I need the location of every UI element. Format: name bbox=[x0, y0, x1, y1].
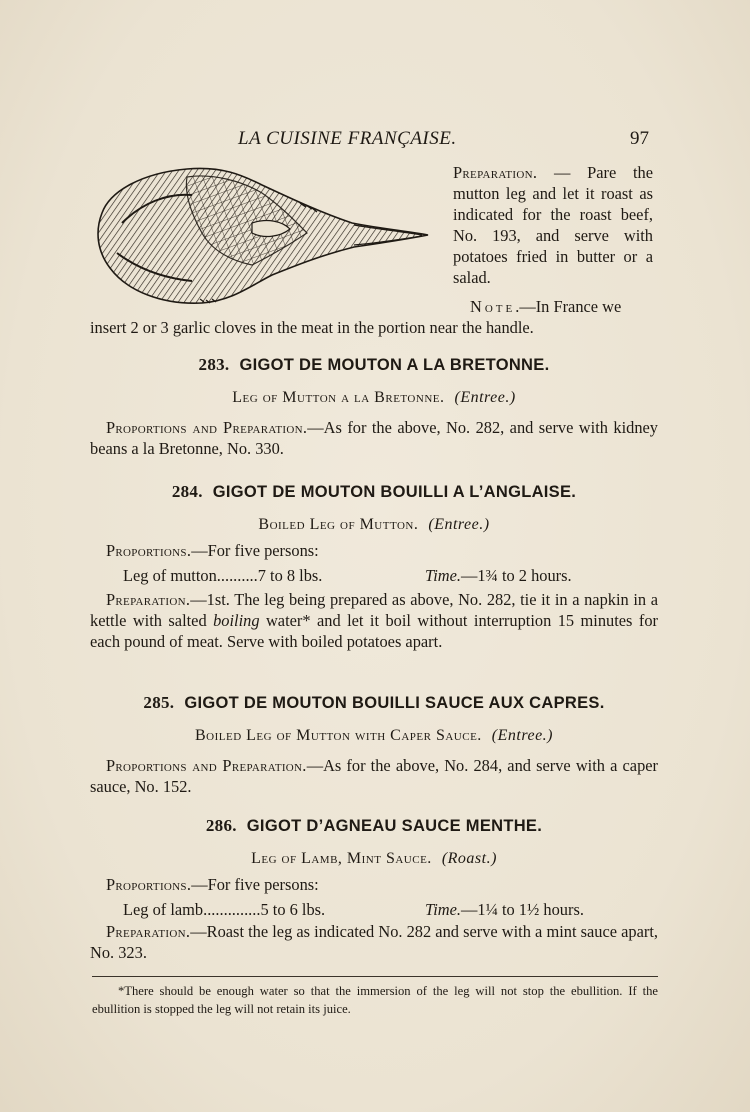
ingredient-text: Leg of lamb..............5 to 6 lbs. bbox=[123, 900, 326, 919]
recipe-subtitle-text: Leg of Mutton a la Bretonne. bbox=[232, 389, 445, 406]
time-text bbox=[425, 899, 584, 920]
preparation-text: —Roast the leg as indicated No. 282 and serve with a mint sauce apart, No. 323. bbox=[90, 922, 658, 962]
recipe-heading bbox=[90, 482, 658, 502]
proportions-text: —For five persons: bbox=[191, 541, 319, 560]
footnote bbox=[92, 982, 658, 1018]
proportions-label: Proportions. bbox=[106, 541, 192, 560]
recipe-subtitle-text: Leg of Lamb, Mint Sauce. bbox=[251, 850, 432, 867]
recipe-number: 286. bbox=[205, 816, 237, 835]
page-number: 97 bbox=[630, 128, 649, 149]
footnote-text: *There should be enough water so that the immersion of the leg will not stop the ebullition. If the ebullition is stopped the leg will not retain its juice. bbox=[92, 984, 658, 1016]
preparation-282-paragraph bbox=[453, 162, 653, 288]
recipe-heading bbox=[90, 693, 658, 713]
recipe-subtitle-text: Boiled Leg of Mutton with Caper Sauce. bbox=[194, 727, 482, 744]
footnote-divider bbox=[92, 976, 658, 977]
note-label: Note bbox=[470, 297, 516, 316]
recipe-title: GIGOT DE MOUTON BOUILLI A L’ANGLAISE. bbox=[212, 483, 577, 501]
dish-type: (Roast.) bbox=[441, 850, 497, 867]
preparation-paragraph bbox=[90, 589, 658, 652]
proportions-line bbox=[90, 874, 658, 895]
time-text bbox=[425, 565, 572, 586]
proportions-label: Proportions and Preparation. bbox=[106, 418, 308, 437]
preparation-text-b: water* and let it boil without interruption 15 minutes for each pound of meat. Serve with boiled potatoes apart. bbox=[90, 611, 658, 651]
preparation-label: Preparation. bbox=[453, 163, 538, 182]
recipe-subtitle-text: Boiled Leg of Mutton. bbox=[258, 516, 419, 533]
dish-type: (Entree.) bbox=[428, 516, 490, 533]
recipe-title: GIGOT DE MOUTON BOUILLI SAUCE AUX CAPRES. bbox=[184, 694, 605, 712]
ingredient-text: Leg of mutton..........7 to 8 lbs. bbox=[123, 566, 323, 585]
recipe-subtitle bbox=[90, 516, 658, 534]
page-header bbox=[0, 128, 750, 154]
note-line-2: insert 2 or 3 garlic cloves in the meat in the portion near the handle. bbox=[90, 318, 534, 337]
note-line-1 bbox=[90, 296, 660, 317]
time-value: —1¾ to 2 hours. bbox=[460, 566, 572, 585]
preparation-text-a: —1st. The leg being prepared as above, No. 282, tie it in a napkin in a kettle with salted bbox=[90, 590, 658, 630]
preparation-paragraph bbox=[90, 921, 658, 963]
preparation-italic: boiling bbox=[213, 611, 260, 630]
recipe-number: 284. bbox=[171, 482, 203, 501]
recipe-subtitle bbox=[90, 389, 658, 407]
recipe-number: 283. bbox=[198, 355, 230, 374]
note-text-1: .—In France we bbox=[515, 297, 622, 316]
note-paragraph bbox=[90, 296, 660, 338]
recipe-284 bbox=[90, 482, 658, 652]
preparation-text: — Pare the mutton leg and let it roast as indicated for the roast beef, No. 193, and serve with potatoes fried in butter or a salad. bbox=[453, 163, 653, 287]
recipe-title: GIGOT DE MOUTON A LA BRETONNE. bbox=[239, 356, 550, 374]
proportions-paragraph bbox=[90, 755, 658, 797]
recipe-subtitle bbox=[90, 850, 658, 868]
proportions-text: —As for the above, No. 284, and serve with a caper sauce, No. 152. bbox=[90, 756, 658, 796]
dish-type: (Entree.) bbox=[454, 389, 516, 406]
recipe-number: 285. bbox=[143, 693, 175, 712]
proportions-label: Proportions. bbox=[106, 875, 192, 894]
ingredient-row bbox=[90, 899, 658, 920]
recipe-283 bbox=[90, 355, 658, 459]
proportions-paragraph bbox=[90, 417, 658, 459]
proportions-label: Proportions and Preparation. bbox=[106, 756, 307, 775]
recipe-heading bbox=[90, 355, 658, 375]
dish-type: (Entree.) bbox=[491, 727, 554, 744]
time-value: —1¼ to 1½ hours. bbox=[460, 900, 584, 919]
recipe-285 bbox=[90, 693, 658, 797]
time-label: Time. bbox=[425, 566, 461, 585]
time-label: Time. bbox=[425, 900, 461, 919]
ingredient-row bbox=[90, 565, 658, 586]
recipe-title: GIGOT D’AGNEAU SAUCE MENTHE. bbox=[246, 817, 543, 835]
preparation-label: Preparation. bbox=[106, 590, 191, 609]
running-title: LA CUISINE FRANÇAISE. bbox=[238, 128, 457, 149]
proportions-text: —For five persons: bbox=[191, 875, 319, 894]
leg-of-mutton-engraving bbox=[92, 163, 432, 308]
recipe-286 bbox=[90, 816, 658, 963]
preparation-label: Preparation. bbox=[106, 922, 191, 941]
proportions-line bbox=[90, 540, 658, 561]
proportions-text: —As for the above, No. 282, and serve with kidney beans a la Bretonne, No. 330. bbox=[90, 418, 658, 458]
recipe-subtitle bbox=[90, 727, 658, 745]
recipe-heading bbox=[90, 816, 658, 836]
